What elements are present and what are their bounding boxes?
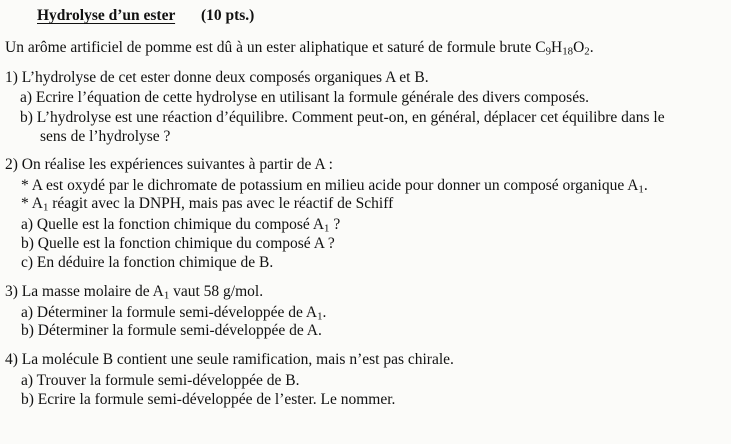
question-1a: a) Ecrire l’équation de cette hydrolyse en utilisant la formule générale des divers composés. [20, 89, 589, 106]
question-1b-line1: b) L’hydrolyse est une réaction d’équilibre. Comment peut-on, en général, déplacer cet équilibre dans le [20, 109, 665, 126]
question-1-stem: 1) L’hydrolyse de cet ester donne deux composés organiques A et B. [5, 69, 429, 86]
question-2c: c) En déduire la fonction chimique de B. [21, 254, 274, 271]
title-points: (10 pts.) [200, 7, 255, 24]
question-2-bullet2: * $A_1$ réagit avec la DNPH, mais pas avec le réactif de Schiff [21, 195, 394, 214]
question-2b: b) Quelle est la fonction chimique du composé A ? [21, 235, 335, 252]
question-2-stem: 2) On réalise les expériences suivantes à partir de A : [5, 156, 333, 173]
intro-text: Un arôme artificiel de pomme est dû à un ester aliphatique et saturé de formule brute [5, 39, 536, 56]
question-3-stem: 3) La masse molaire de $A_1$ vaut 58 g/mol. [5, 283, 264, 302]
question-3b: b) Déterminer la formule semi-développée de A. [21, 322, 322, 339]
intro-paragraph [5, 40, 594, 56]
question-3a: a) Déterminer la formule semi-développée de $A_1$. [21, 304, 327, 323]
question-2a: a) Quelle est la fonction chimique du composé $A_1$ ? [21, 216, 341, 235]
question-4a: a) Trouver la formule semi-développée de B. [21, 372, 300, 389]
question-1b-line2: sens de l’hydrolyse ? [40, 128, 171, 145]
question-4b: b) Ecrire la formule semi-développée de l’ester. Le nommer. [21, 391, 396, 408]
exercise-title [37, 8, 254, 24]
question-4-stem: 4) La molécule B contient une seule ramification, mais n’est pas chirale. [5, 351, 454, 368]
question-2-bullet1: * A est oxydé par le dichromate de potassium en milieu acide pour donner un composé organique $A_1$. [21, 177, 648, 196]
title-text: Hydrolyse d’un ester [37, 7, 176, 24]
molecular-formula: $C_9H_{18}O_2$. [535, 39, 594, 58]
